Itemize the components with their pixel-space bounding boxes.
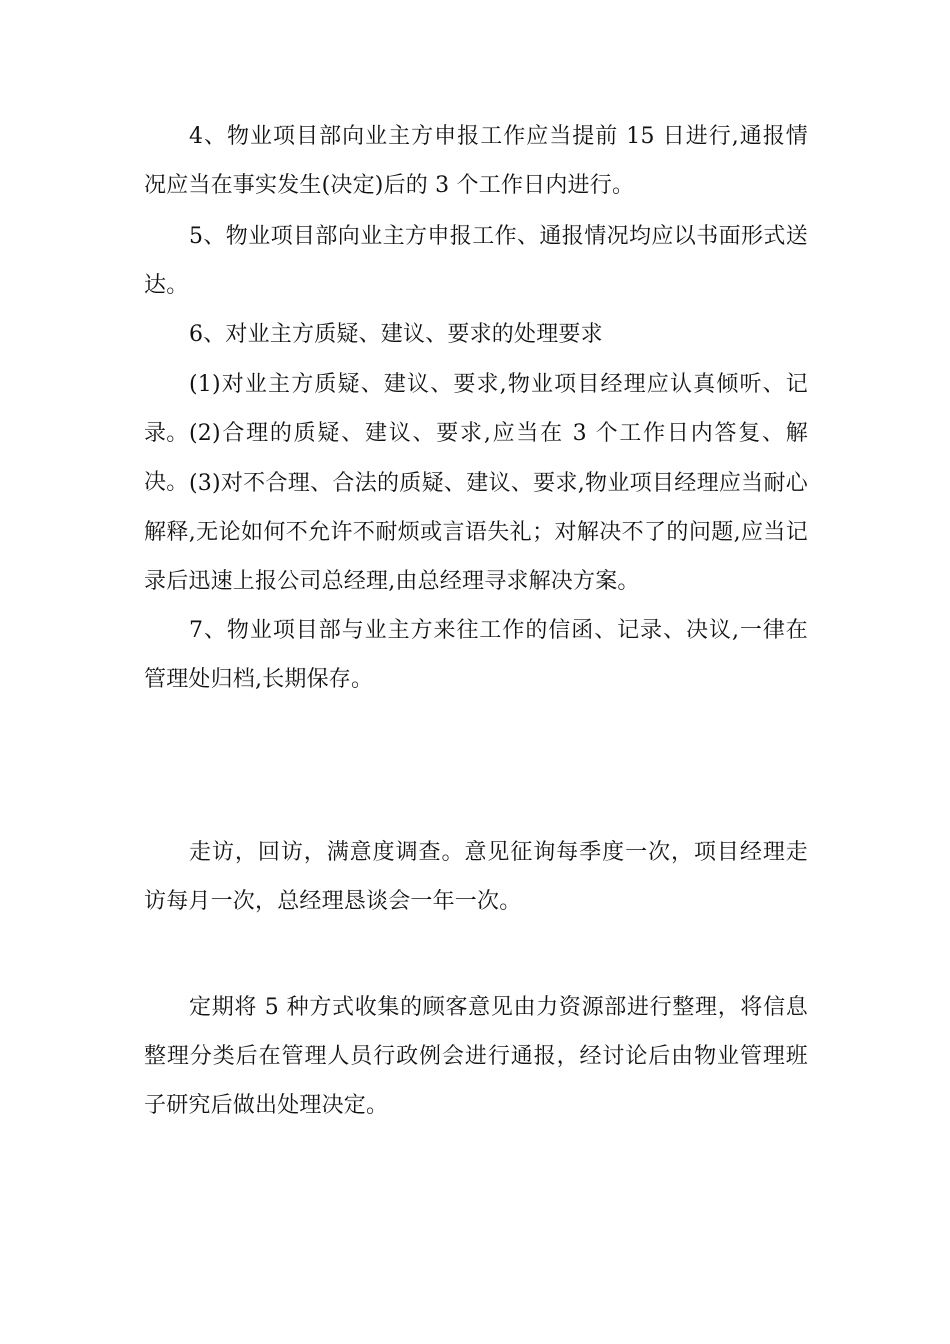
paragraph-item-7: 7、物业项目部与业主方来往工作的信函、记录、决议,一律在管理处归档,长期保存。 (144, 618, 808, 692)
paragraph-visits: 走访，回访，满意度调查。意见征询每季度一次，项目经理走访每月一次，总经理恳谈会一年一次。 (144, 840, 808, 914)
paragraph-feedback-processing: 定期将 5 种方式收集的顾客意见由力资源部进行整理，将信息整理分类后在管理人员行政例会进行通报，经讨论后由物业管理班子研究后做出处理决定。 (144, 995, 808, 1118)
paragraph-item-4: 4、物业项目部向业主方申报工作应当提前 15 日进行,通报情况应当在事实发生(决定)后的 3 个工作日内进行。 (144, 124, 808, 198)
paragraph-subitem-1: (1)对业主方质疑、建议、要求,物业项目经理应认真倾听、记录。 (144, 372, 808, 446)
paragraph-item-5: 5、物业项目部向业主方申报工作、通报情况均应以书面形式送达。 (144, 224, 808, 298)
paragraph-item-6-heading: 6、对业主方质疑、建议、要求的处理要求 (189, 322, 603, 347)
paragraph-subitem-2: (2)合理的质疑、建议、要求,应当在 3 个工作日内答复、解决。 (144, 421, 808, 495)
paragraph-subitem-3: (3)对不合理、合法的质疑、建议、要求,物业项目经理应当耐心解释,无论如何不允许不耐烦或言语失礼；对解决不了的问题,应当记录后迅速上报公司总经理,由总经理寻求解决方案。 (144, 471, 808, 594)
